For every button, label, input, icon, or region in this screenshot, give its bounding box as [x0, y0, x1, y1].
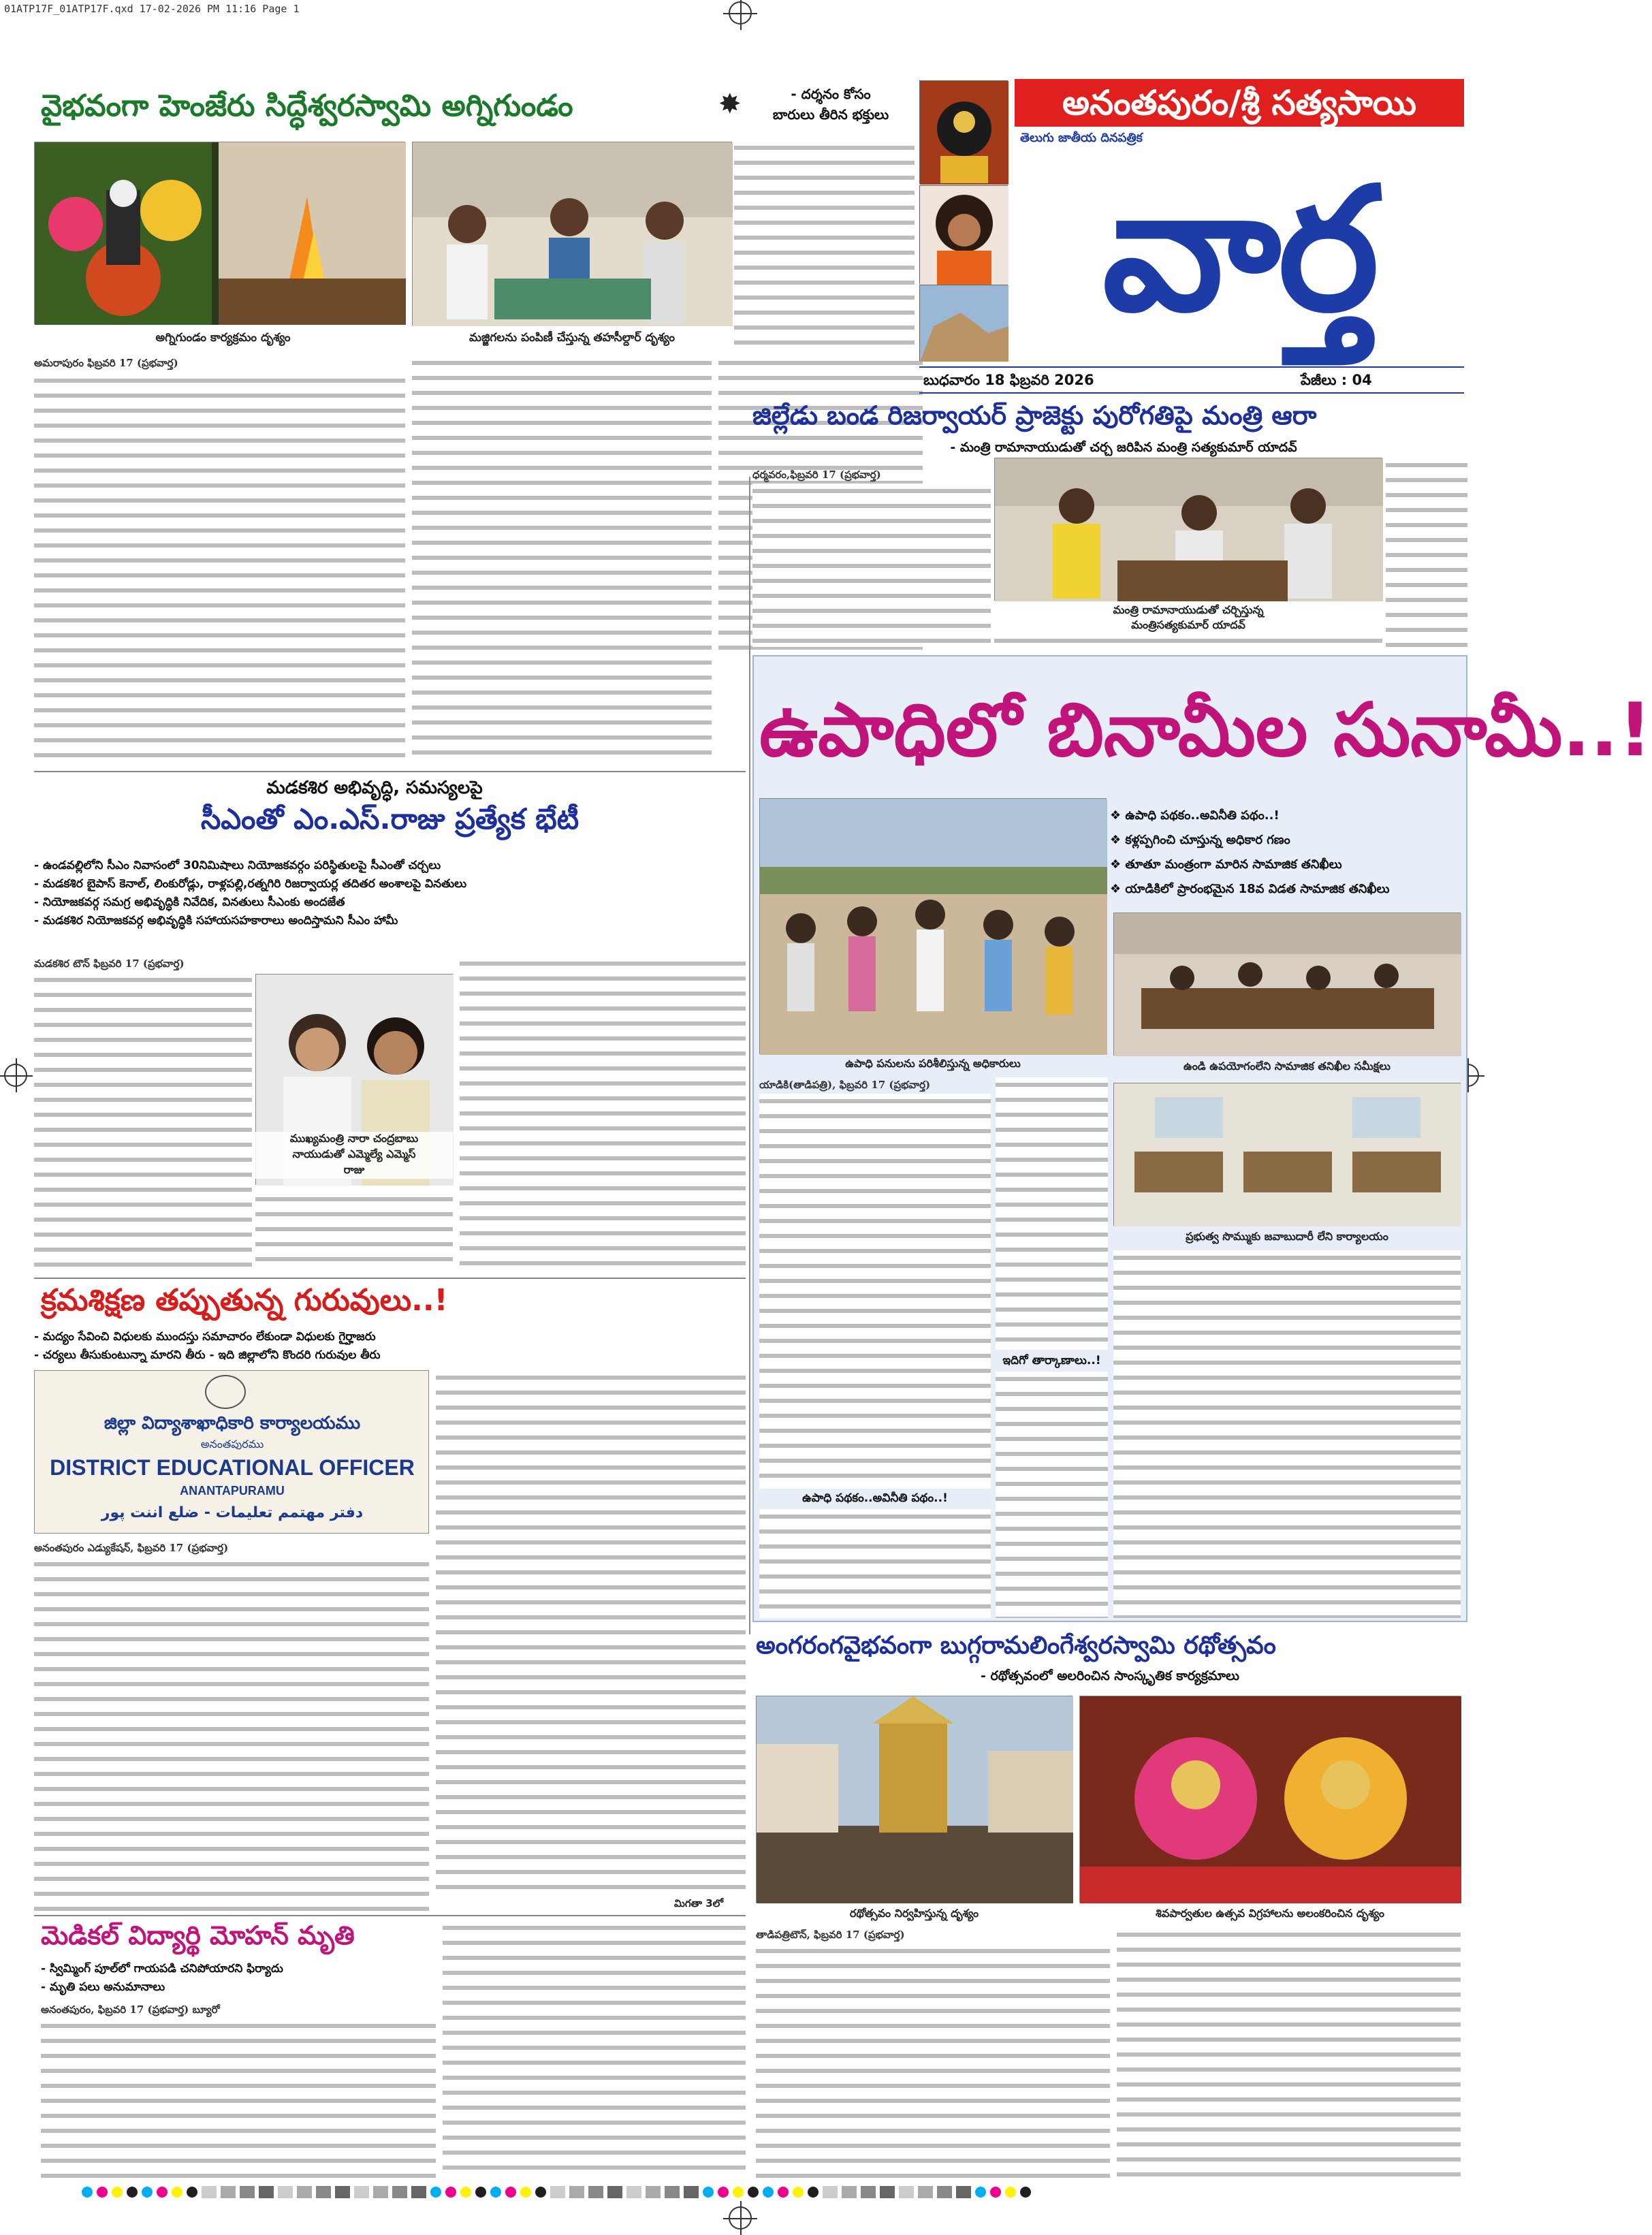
empty-office-caption: ప్రభుత్వ సొమ్ముకు జవాబుదారీ లేని కార్యాలయం	[1186, 1230, 1388, 1243]
buttermilk-caption: మజ్జిగలను పంపిణీ చేస్తున్న తహసీల్దార్ దృశ్యం	[468, 331, 676, 345]
sign-title: జిల్లా విద్యాశాఖాధికారి కార్యాలయము	[104, 1413, 361, 1433]
empty-office-photo	[1113, 1083, 1461, 1226]
chariot-caption: రథోత్సవం నిర్వహిస్తున్న దృశ్యం	[849, 1907, 979, 1920]
medical-column-2	[443, 1920, 746, 2179]
registration-mark-top	[729, 1, 752, 25]
tsunami-column-1b	[759, 1509, 991, 1618]
medical-bullets	[41, 1960, 436, 1997]
temple-subline: - రథోత్సవంలో అలరించిన సాంస్కృతిక కార్యక్రమాలు	[980, 1668, 1239, 1683]
tsunami-bullet-2: ❖ కళ్లప్పగించి చూస్తున్న అధికార గణం	[1110, 833, 1290, 847]
madakasira-bullet-2: - మడకశిర బైపాస్ కెనాల్, లింకురోడ్లు, రాళ్లపల్లి,రత్నగిరి రిజర్వాయర్ల తదితర అంశాలపై వినతులు	[34, 877, 467, 891]
reservoir-column-3	[1386, 458, 1467, 648]
reservoir-column-2	[994, 633, 1382, 647]
tsunami-dateline: యాడికి(తాడిపత్రి), ఫిబ్రవరి 17 (ప్రభవార్త)	[759, 1079, 931, 1091]
tsunami-bullets	[1110, 804, 1464, 902]
tsunami-column-3	[1113, 1250, 1461, 1618]
sign-sub: అనంతపురము	[200, 1438, 264, 1451]
madakasira-bullet-3: - నియోజకవర్గ సమగ్ర అభివృద్ధికి నివేదిక, వినతులు సీఎంకు అందజేత	[34, 895, 345, 909]
top-story-side-text	[734, 140, 915, 379]
masthead-date: బుధవారం 18 ఫిబ్రవరి 2026	[923, 372, 1094, 388]
madakasira-column-2	[255, 1192, 453, 1272]
reservoir-column-1	[752, 484, 991, 647]
idols-caption: శివపార్వతుల ఉత్సవ విగ్రహాలను అలంకరించిన దృశ్యం	[1156, 1907, 1384, 1920]
teachers-headline: క్రమశిక్షణ తప్పుతున్న గురువులు..!	[41, 1283, 448, 1318]
reservoir-caption-2: మంత్రిసత్యకుమార్ యాదవ్	[1131, 618, 1245, 631]
madakasira-kicker: మడకశిర అభివృద్ధి, సమస్యలపై	[266, 778, 483, 798]
top-story-column-1	[34, 373, 405, 768]
medical-column-1	[41, 2018, 436, 2179]
masthead-page: పేజీలు : 04	[1301, 372, 1372, 388]
teachers-bullets	[34, 1328, 746, 1365]
masthead-edition: అనంతపురం/శ్రీ సత్యసాయి	[1015, 79, 1464, 127]
print-header: 01ATP17F_01ATP17F.qxd 17-02-2026 PM 11:16 Page 1	[4, 3, 300, 15]
masthead-name: వార్త	[1102, 148, 1377, 349]
medical-bullet-1: - స్విమ్మింగ్ పూల్‌లో గాయపడి చనిపోయారని ఫిర్యాదు	[41, 1962, 283, 1976]
madakasira-bullet-1: - ఉండవల్లిలోని సీఎం నివాసంలో 30నిమిషాలు నియోజకవర్గం పరిస్థితులపై సీఎంతో చర్చలు	[34, 859, 441, 872]
temple-column-2	[1117, 1927, 1461, 2179]
emblem-icon	[205, 1375, 246, 1409]
masthead-dateline-bar	[919, 366, 1464, 394]
madakasira-headline: సీఎంతో ఎం.ఎస్.రాజు ప్రత్యేక భేటీ	[200, 802, 579, 836]
reservoir-dateline: ధర్మవరం,ఫిబ్రవరి 17 (ప్రభవార్త)	[752, 469, 881, 481]
buttermilk-distribution-photo	[412, 142, 732, 326]
teachers-dateline: అనంతపురం ఎడ్యుకేషన్, ఫిబ్రవరి 17 (ప్రభవార్త)	[34, 1542, 229, 1554]
madakasira-column-3	[460, 956, 746, 1272]
sign-english: DISTRICT EDUCATIONAL OFFICER	[50, 1455, 415, 1480]
deo-office-sign-photo	[34, 1370, 429, 1534]
print-color-bar	[82, 2185, 1403, 2200]
star-icon: ✸	[718, 89, 742, 120]
top-story-headline: వైభవంగా హెంజేరు సిద్ధేశ్వరస్వామి అగ్నిగుండం	[41, 89, 573, 123]
nrega-photo-caption: ఉపాధి పనులను పరిశీలిస్తున్న అధికారులు	[845, 1057, 1021, 1070]
top-story-dateline: అమరాపురం ఫిబ్రవరి 17 (ప్రభవార్త)	[34, 357, 178, 369]
teachers-continued: మిగతా 3లో	[674, 1897, 724, 1909]
reservoir-headline: జిల్లేడు బండ రిజర్వాయర్ ప్రాజెక్టు పురోగతిపై మంత్రి ఆరా	[752, 400, 1317, 430]
top-story-side-2: బారులు తీరిన భక్తులు	[772, 106, 889, 123]
tsunami-column-1	[759, 1094, 991, 1489]
masthead-tagline: తెలుగు జాతీయ దినపత్రిక	[1020, 131, 1143, 145]
reservoir-subline: - మంత్రి రామానాయుడుతో చర్చ జరిపిన మంత్రి సత్యకుమార్ యాదవ్	[950, 440, 1297, 455]
medical-headline: మెడికల్ విద్యార్థి మోహన్ మృతి	[41, 1920, 355, 1950]
cm-photo-caption	[255, 1132, 453, 1179]
agnigundam-photo	[34, 142, 405, 324]
registration-mark-left	[4, 1064, 27, 1087]
temple-dateline: తాడిపత్రిటౌన్, ఫిబ్రవరి 17 (ప్రభవార్త)	[756, 1929, 905, 1941]
temple-column-1	[756, 1944, 1110, 2179]
agnigundam-caption: అగ్నిగుండం కార్యక్రమం దృశ్యం	[155, 331, 291, 345]
top-story-column-2	[412, 355, 712, 764]
divider	[34, 1278, 746, 1279]
teachers-column-2	[436, 1370, 746, 1895]
tsunami-bullet-4: ❖ యాడికిలో ప్రారంభమైన 18వ విడత సామాజిక తనిఖీలు	[1110, 882, 1390, 896]
top-story-side-1: - దర్శనం కోసం	[791, 86, 871, 102]
teachers-column-1	[34, 1557, 429, 1911]
tsunami-subhead-2: ఉపాధి పథకం..అవినీతి పథం..!	[802, 1491, 948, 1505]
madakasira-bullets	[34, 857, 746, 930]
cm-photo-caption-2: నాయుడుతో ఎమ్మెల్యే ఎమ్మెస్	[292, 1147, 416, 1160]
tsunami-bullet-3: ❖ తూతూ మంత్రంగా మారిన సామాజిక తనిఖీలు	[1110, 857, 1342, 872]
tsunami-column-2	[996, 1077, 1108, 1350]
madakasira-dateline: మడకశిర టౌన్ ఫిబ్రవరి 17 (ప్రభవార్త)	[34, 957, 185, 970]
cm-photo-caption-3: రాజు	[343, 1163, 365, 1176]
tsunami-bullet-1: ❖ ఉపాధి పథకం..అవినీతి పథం..!	[1110, 808, 1280, 823]
divider	[34, 1915, 746, 1916]
madakasira-column-1	[34, 972, 252, 1272]
cm-photo-caption-1: ముఖ్యమంత్రి నారా చంద్రబాబు	[289, 1132, 419, 1145]
tsunami-headline: ఉపాధిలో బినామీల సునామీ..!	[759, 688, 1652, 773]
teachers-bullet-2: - చర్యలు తీసుకుంటున్నా మారని తీరు - ఇది జిల్లాలోని కొందరి గురువుల తీరు	[34, 1348, 381, 1362]
sathya-sai-photo	[919, 185, 1008, 284]
column-divider	[749, 477, 750, 1634]
review-caption: ఉండి ఉపయోగంలేని సామాజిక తనిఖీల సమీక్షలు	[1184, 1060, 1391, 1073]
nrega-inspection-photo	[759, 798, 1107, 1054]
tsunami-subhead-1: ఇదిగో తార్కాణాలు..!	[1002, 1354, 1101, 1367]
divider	[34, 771, 746, 772]
registration-mark-bottom	[729, 2206, 752, 2230]
rock-temple-photo	[919, 285, 1008, 361]
madakasira-bullet-4: - మడకశిర నియోజకవర్గ అభివృద్ధికి సహాయసహకారాలు అందిస్తామని సీఎం హామీ	[34, 914, 398, 928]
sign-city: ANANTAPURAMU	[180, 1484, 285, 1497]
reservoir-caption-1: మంత్రి రామానాయుడుతో చర్చిస్తున్న	[1113, 603, 1264, 616]
medical-bullet-2: - మృతి పలు అనుమానాలు	[41, 1980, 165, 1994]
minister-meeting-photo	[994, 458, 1382, 601]
deity-idols-photo	[1079, 1696, 1461, 1903]
teachers-bullet-1: - మద్యం సేవించి విధులకు ముందస్తు సమాచారం లేకుండా విధులకు గైర్హాజరు	[34, 1330, 376, 1344]
chariot-festival-photo	[756, 1696, 1073, 1903]
temple-headline: అంగరంగవైభవంగా బుగ్గరామలింగేశ్వరస్వామి రథోత్సవం	[756, 1632, 1276, 1660]
deity-photo	[919, 80, 1008, 184]
tsunami-column-2b	[996, 1372, 1108, 1618]
medical-dateline: అనంతపురం, ఫిబ్రవరి 17 (ప్రభవార్త) బ్యూరో	[41, 2003, 220, 2016]
sign-urdu: دفتر مهتمم تعلیمات - ضلع اننت پور	[101, 1504, 364, 1521]
review-meeting-photo	[1113, 913, 1461, 1056]
